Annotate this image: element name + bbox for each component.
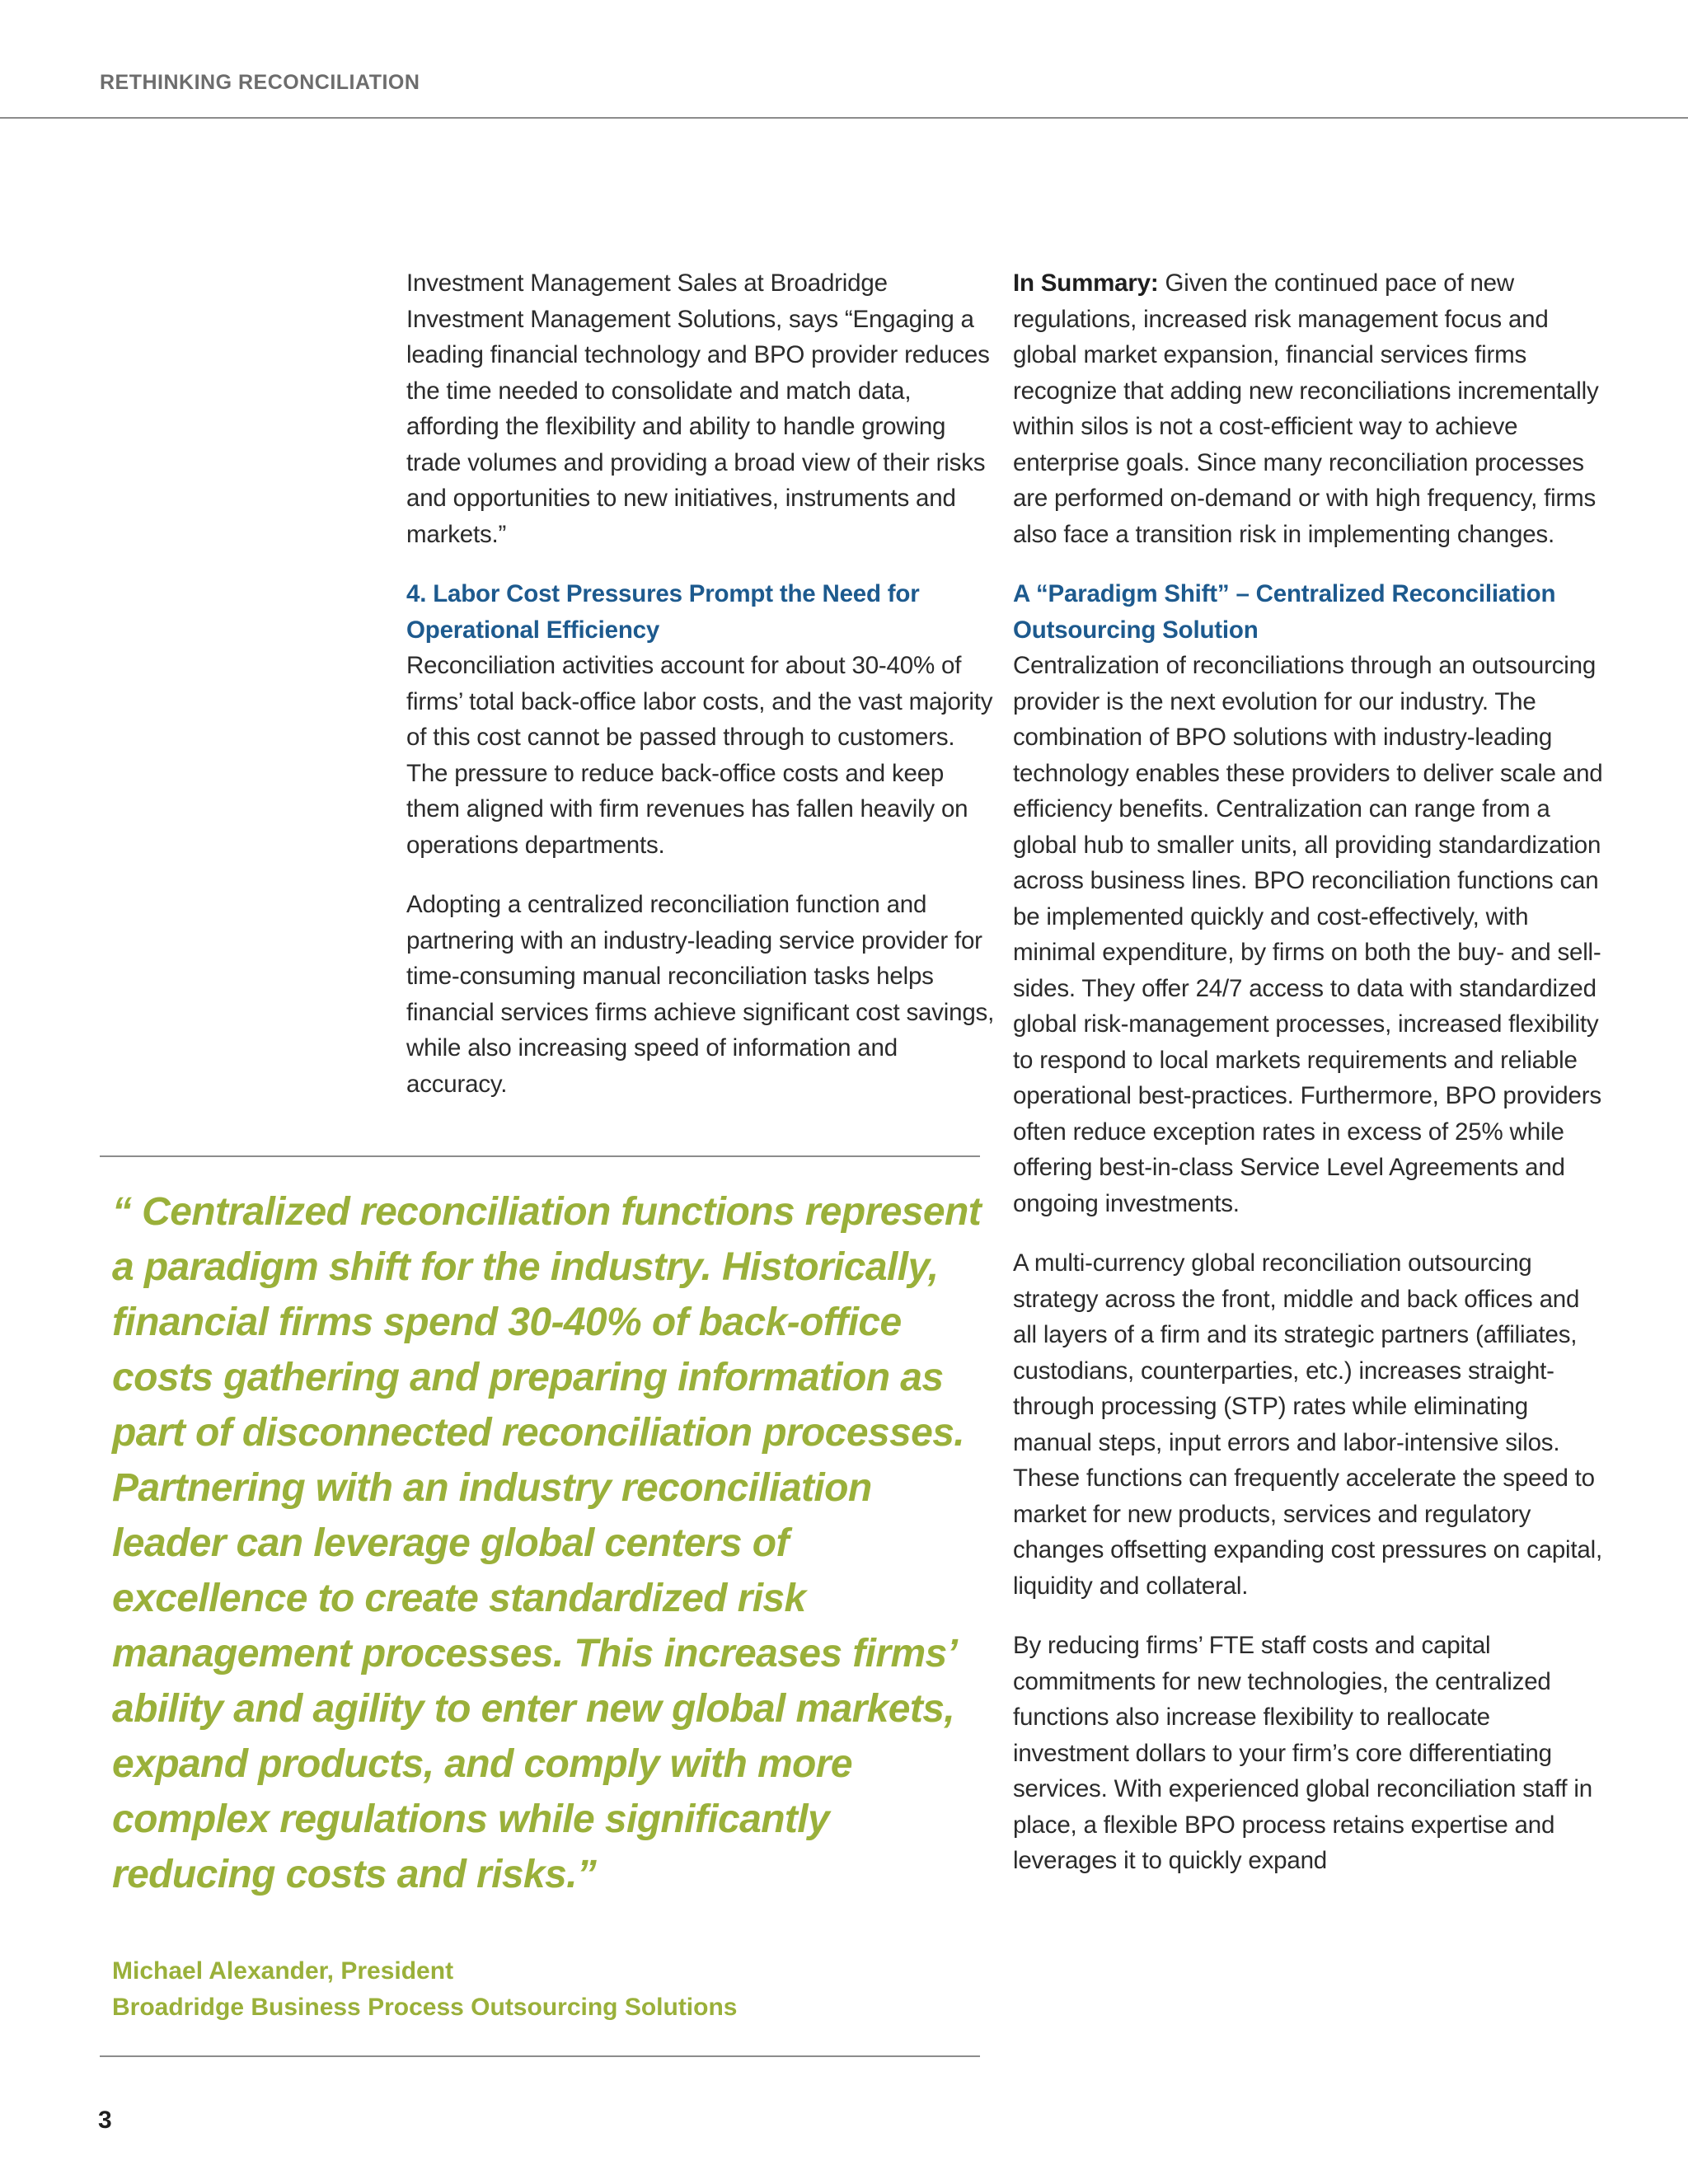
quote-author: Michael Alexander, President	[112, 1957, 454, 1985]
quote-attribution	[112, 1953, 936, 2026]
summary-text: Given the continued pace of new regulations, increased risk management focus and global market expansion, financial services firms recognize that adding new reconciliations incrementally within silos is not a cost-efficient way to achieve enterprise goals. Since many reconciliation processes are performed on-demand or with high frequency, firms also face a transition risk in implementing changes.	[1013, 269, 1599, 548]
section-heading-paradigm-shift: A “Paradigm Shift” – Centralized Reconciliation Outsourcing Solution	[1013, 580, 1556, 644]
body-paragraph: By reducing firms’ FTE staff costs and capital commitments for new technologies, the centralized functions also increase flexibility to reallocate investment dollars to your firm’s core differentiating services. With experienced global reconciliation staff in place, a flexible BPO process retains expertise and leverages it to quickly expand	[1013, 1632, 1592, 1874]
body-paragraph: Investment Management Sales at Broadridge Investment Management Solutions, says “Engaging a leading financial technology and BPO provider reduces the time needed to consolidate and match data, affording the flexibility and ability to handle growing trade volumes and providing a broad view of their risks and opportunities to new initiatives, instruments and markets.”	[406, 269, 990, 548]
quote-organization: Broadridge Business Process Outsourcing Solutions	[112, 1994, 738, 2021]
body-paragraph: Reconciliation activities account for about 30-40% of firms’ total back-office labor costs, and the vast majority of this cost cannot be passed through to customers. The pressure to reduce back-office costs and keep them aligned with firm revenues has fallen heavily on operations departments.	[406, 652, 993, 859]
header-divider	[0, 117, 1688, 119]
running-header: RETHINKING RECONCILIATION	[100, 71, 420, 94]
quote-divider-top	[100, 1155, 980, 1157]
summary-paragraph	[1013, 265, 1606, 552]
quote-divider-bottom	[100, 2055, 980, 2057]
page-number: 3	[98, 2107, 112, 2134]
body-paragraph: A multi-currency global reconciliation outsourcing strategy across the front, middle and back offices and all layers of a firm and its strategic partners (affiliates, custodians, counterparties, etc.) increases straight-through processing (STP) rates while eliminating manual steps, input errors and labor-intensive silos. These functions can frequently accelerate the speed to market for new products, services and regulatory changes offsetting expanding cost pressures on capital, liquidity and collateral.	[1013, 1249, 1602, 1600]
summary-lead: In Summary:	[1013, 269, 1159, 297]
right-column	[1013, 265, 1606, 1903]
body-paragraph: Adopting a centralized reconciliation function and partnering with an industry-leading service provider for time-consuming manual reconciliation tasks helps financial services firms achieve significant cost savings, while also increasing speed of information and accuracy.	[406, 891, 995, 1098]
section-heading-labor-cost: 4. Labor Cost Pressures Prompt the Need for Operational Efficiency	[406, 580, 920, 644]
body-paragraph: Centralization of reconciliations through an outsourcing provider is the next evolution for our industry. The combination of BPO solutions with industry-leading technology enables these providers to deliver scale and efficiency benefits. Centralization can range from a global hub to smaller units, all providing standardization across business lines. BPO reconciliation functions can be implemented quickly and cost-effectively, with minimal expenditure, by firms on both the buy- and sell-sides. They offer 24/7 access to data with standardized global risk-management processes, increased flexibility to respond to local markets requirements and reliable operational best-practices. Furthermore, BPO providers often reduce exception rates in excess of 25% while offering best-in-class Service Level Agreements and ongoing investments.	[1013, 652, 1603, 1217]
pull-quote: “ Centralized reconciliation functions represent a paradigm shift for the industry. Historically, financial firms spend 30-40% of back-office costs gathering and preparing information as part of disconnected reconciliation processes. Partnering with an industry reconciliation leader can leverage global centers of excellence to create standardized risk management processes. This increases firms’ ability and agility to enter new global markets, expand products, and comply with more complex regulations while significantly reducing costs and risks.”	[112, 1190, 982, 1896]
left-column	[406, 265, 1000, 1126]
